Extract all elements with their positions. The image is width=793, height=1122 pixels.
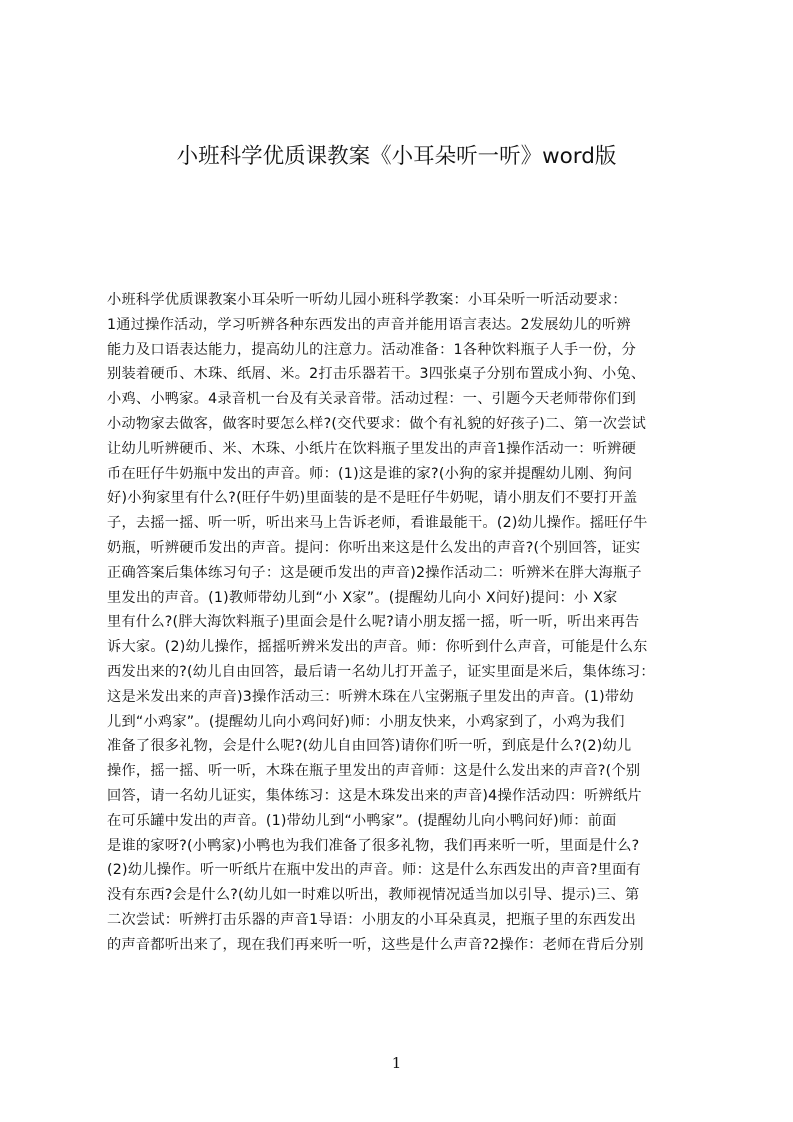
body-line: 让幼儿听辨硬币、米、木珠、小纸片在饮料瓶子里发出的声音1操作活动一：听辨硬 [107,440,637,457]
body-line: 子，去摇一摇、听一听，听出来马上告诉老师，看谁最能干。(2)幼儿操作。摇旺仔牛 [107,515,648,532]
body-line: 准备了很多礼物，会是什么呢?(幼儿自由回答)请你们听一听，到底是什么?(2)幼儿 [107,738,632,755]
body-line: (2)幼儿操作。听一听纸片在瓶中发出的声音。师：这是什么东西发出的声音?里面有 [107,862,641,879]
body-line: 1通过操作活动，学习听辨各种东西发出的声音并能用语言表达。2发展幼儿的听辨 [107,316,631,333]
body-line: 能力及口语表达能力，提高幼儿的注意力。活动准备：1各种饮料瓶子人手一份，分 [107,341,637,358]
body-line: 这是米发出来的声音)3操作活动三：听辨木珠在八宝粥瓶子里发出的声音。(1)带幼 [107,688,634,705]
body-line: 诉大家。(2)幼儿操作，摇摇听辨米发出的声音。师：你听到什么声音，可能是什么东 [107,639,648,656]
body-line: 正确答案后集体练习句子：这是硬币发出的声音)2操作活动二：听辨米在胖大海瓶子 [107,564,642,581]
body-line: 西发出来的?(幼儿自由回答，最后请一名幼儿打开盖子，证实里面是米后，集体练习： [107,663,655,680]
body-line: 小动物家去做客，做客时要怎么样?(交代要求：做个有礼貌的好孩子)二、第一次尝试 [107,415,647,432]
body-line: 小鸡、小鸭家。4录音机一台及有关录音带。活动过程：一、引题今天老师带你们到 [107,391,637,408]
body-line: 里发出的声音。(1)教师带幼儿到“小 X家”。(提醒幼儿向小 X问好)提问：小 X家 [107,589,618,606]
body-line: 没有东西?会是什么?(幼儿如一时难以听出，教师视情况适当加以引导、提示)三、第 [107,887,640,904]
body-line: 奶瓶，听辨硬币发出的声音。提问：你听出来这是什么发出的声音?(个别回答，证实 [107,539,641,556]
body-line: 回答，请一名幼儿证实，集体练习：这是木珠发出来的声音)4操作活动四：听辨纸片 [107,787,642,804]
body-line: 里有什么?(胖大海饮料瓶子)里面会是什么呢?请小朋友摇一摇，听一听，听出来再告 [107,614,640,631]
body-line: 儿到“小鸡家”。(提醒幼儿向小鸡问好)师：小朋友快来，小鸡家到了，小鸡为我们 [107,713,625,730]
body-line: 操作，摇一摇、听一听，木珠在瓶子里发出的声音师：这是什么发出来的声音?(个别 [107,763,641,780]
body-line: 的声音都听出来了，现在我们再来听一听，这些是什么声音?2操作：老师在背后分别 [107,936,644,953]
document-title: 小班科学优质课教案《小耳朵听一听》word版 [176,144,617,169]
body-line: 二次尝试：听辨打击乐器的声音1导语：小朋友的小耳朵真灵，把瓶子里的东西发出 [107,911,637,928]
body-line: 别装着硬币、木珠、纸屑、米。2打击乐器若干。3四张桌子分别布置成小狗、小兔、 [107,366,646,383]
body-line: 好)小狗家里有什么?(旺仔牛奶)里面装的是不是旺仔牛奶呢，请小朋友们不要打开盖 [107,490,638,507]
body-line: 是谁的家呀?(小鸭家)小鸭也为我们准备了很多礼物，我们再来听一听，里面是什么? [107,837,640,854]
body-line: 小班科学优质课教案小耳朵听一听幼儿园小班科学教案：小耳朵听一听活动要求： [107,292,627,308]
document-body [107,288,697,1032]
body-line: 在可乐罐中发出的声音。(1)带幼儿到“小鸭家”。(提醒幼儿向小鸭问好)师：前面 [107,812,617,829]
page-number: 1 [391,1054,402,1072]
body-line: 币在旺仔牛奶瓶中发出的声音。师：(1)这是谁的家?(小狗的家并提醒幼儿刚、狗问 [107,465,633,482]
